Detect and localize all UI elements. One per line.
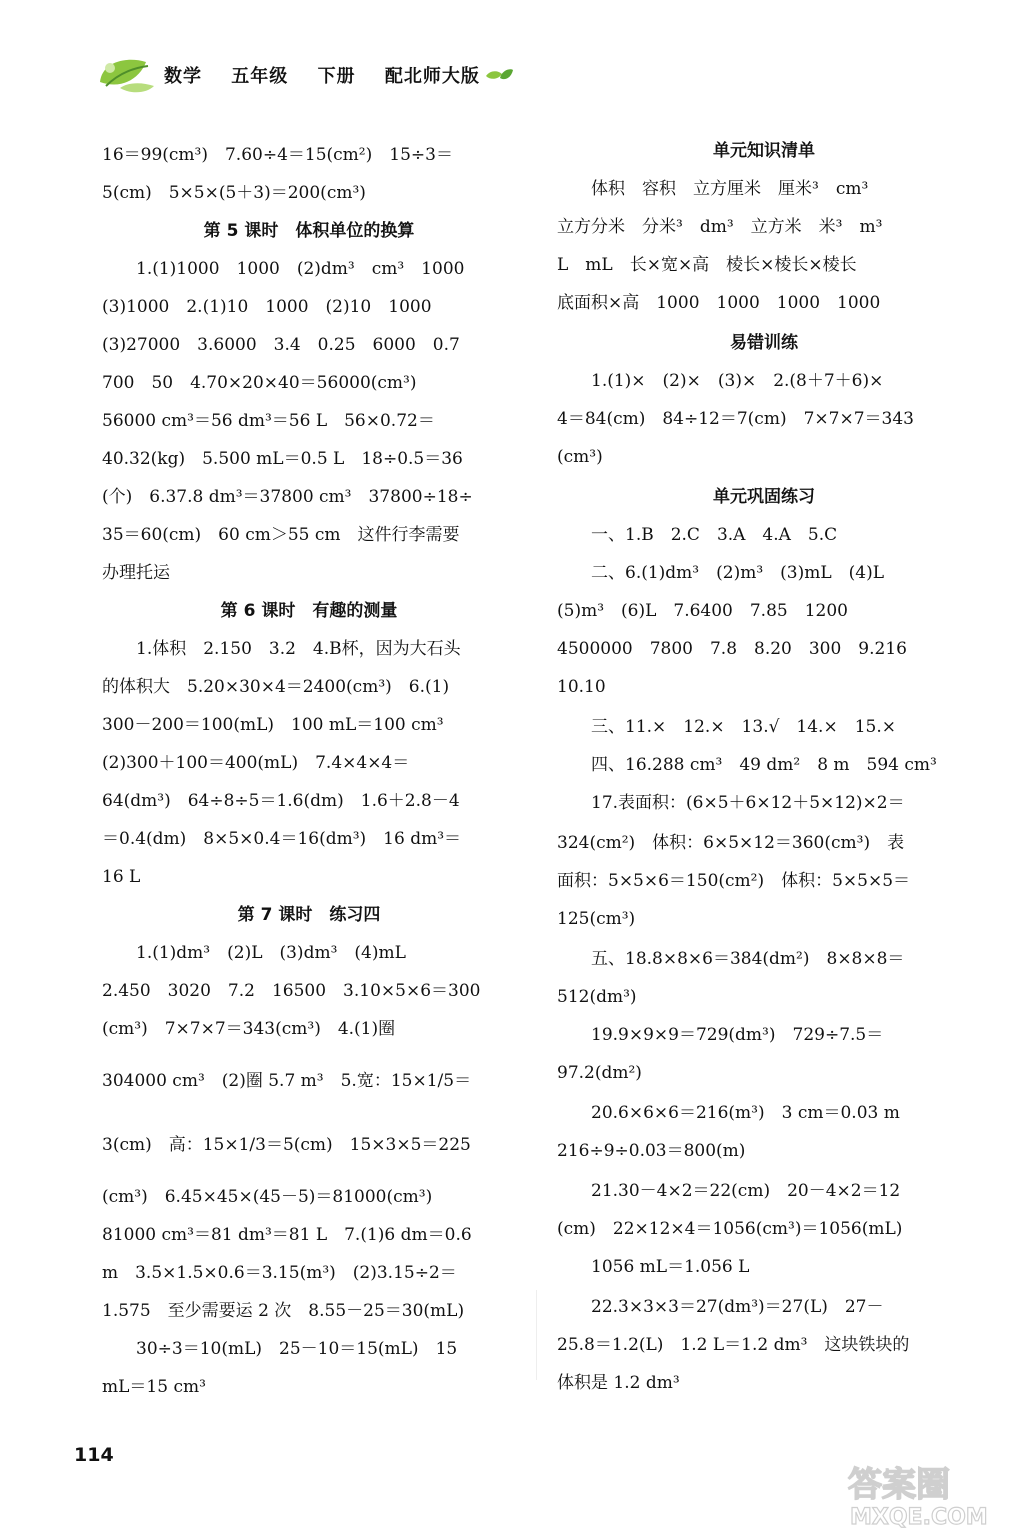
answer-line: 1.(1)× (2)× (3)× 2.(8＋7＋6)×	[591, 371, 884, 391]
answer-line: 2.450 3020 7.2 16500 3.10×5×6＝300	[102, 981, 481, 1001]
answer-line: 324(cm²) 体积：6×5×12＝360(cm³) 表	[557, 833, 905, 853]
answer-line: 125(cm³)	[557, 909, 636, 929]
answer-line: 64(dm³) 64÷8÷5＝1.6(dm) 1.6＋2.8－4	[102, 791, 460, 811]
answer-line: 16＝99(cm³) 7.60÷4＝15(cm²) 15÷3＝	[102, 145, 453, 165]
answer-line: 1.(1)dm³ (2)L (3)dm³ (4)mL	[136, 943, 406, 963]
answer-line: 30÷3＝10(mL) 25－10＝15(mL) 15	[136, 1339, 458, 1359]
answer-line: 体积 容积 立方厘米 厘米³ cm³	[591, 179, 869, 199]
section-title: 单元知识清单	[713, 141, 815, 161]
answer-line: 四、16.288 cm³ 49 dm² 8 m 594 cm³	[591, 755, 937, 775]
watermark-url: MXQE.COM	[850, 1505, 988, 1530]
page-number: 114	[74, 1444, 114, 1466]
answer-line: 300－200＝100(mL) 100 mL＝100 cm³	[102, 715, 444, 735]
answer-line: 1.(1)1000 1000 (2)dm³ cm³ 1000	[136, 259, 465, 279]
answer-line: 面积：5×5×6＝150(cm²) 体积：5×5×5＝	[557, 871, 911, 891]
answer-line: 三、11.× 12.× 13.√ 14.× 15.×	[591, 717, 896, 737]
answer-line: 一、1.B 2.C 3.A 4.A 5.C	[591, 525, 838, 545]
answer-line: 97.2(dm²)	[557, 1063, 642, 1083]
answer-line: 700 50 4.70×20×40＝56000(cm³)	[102, 373, 417, 393]
answer-line: 19.9×9×9＝729(dm³) 729÷7.5＝	[591, 1025, 884, 1045]
header-subject: 数学	[164, 66, 202, 87]
answer-line: (3)1000 2.(1)10 1000 (2)10 1000	[102, 297, 432, 317]
answer-line: 的体积大 5.20×30×4＝2400(cm³) 6.(1)	[102, 677, 450, 697]
header-term: 下册	[317, 66, 356, 87]
answer-line: mL＝15 cm³	[102, 1377, 206, 1397]
answer-line: 20.6×6×6＝216(m³) 3 cm＝0.03 m	[591, 1103, 900, 1123]
answer-line: 10.10	[557, 677, 606, 697]
answer-line: 81000 cm³＝81 dm³＝81 L 7.(1)6 dm＝0.6	[102, 1225, 472, 1245]
header-grade: 五年级	[231, 66, 289, 87]
section-title: 单元巩固练习	[713, 487, 815, 507]
answer-line: 512(dm³)	[557, 987, 637, 1007]
answer-line: (cm³) 6.45×45×(45－5)＝81000(cm³)	[102, 1187, 433, 1207]
answer-line: 22.3×3×3＝27(dm³)＝27(L) 27－	[591, 1297, 884, 1317]
answer-line: L mL 长×宽×高 棱长×棱长×棱长	[557, 255, 857, 275]
answer-line: 体积是 1.2 dm³	[557, 1373, 680, 1393]
answer-line: 五、18.8×8×6＝384(dm²) 8×8×8＝	[591, 949, 905, 969]
answer-line: 底面积×高 1000 1000 1000 1000	[557, 293, 881, 313]
answer-line: 16 L	[102, 867, 141, 887]
answer-line: (cm³) 7×7×7＝343(cm³) 4.(1)圈	[102, 1019, 396, 1039]
answer-line: 304000 cm³ (2)圈 5.7 m³ 5.宽：15×1/5＝	[102, 1071, 472, 1091]
section-title: 第 6 课时 有趣的测量	[220, 601, 398, 621]
answer-line: 4500000 7800 7.8 8.20 300 9.216	[557, 639, 907, 659]
answer-line: 35＝60(cm) 60 cm＞55 cm 这件行李需要	[102, 525, 460, 545]
section-title: 第 5 课时 体积单位的换算	[203, 221, 415, 241]
leaf-logo-icon	[96, 52, 158, 96]
leaf-decoration-icon	[484, 66, 514, 84]
answer-line: (cm) 22×12×4＝1056(cm³)＝1056(mL)	[557, 1219, 903, 1239]
answer-line: (cm³)	[557, 447, 603, 467]
answer-line: m 3.5×1.5×0.6＝3.15(m³) (2)3.15÷2＝	[102, 1263, 457, 1283]
answer-line: (2)300＋100＝400(mL) 7.4×4×4＝	[102, 753, 410, 773]
section-title: 易错训练	[730, 333, 798, 353]
page-header	[96, 52, 526, 96]
answer-line: 办理托运	[102, 563, 170, 583]
answer-line: 40.32(kg) 5.500 mL＝0.5 L 18÷0.5＝36	[102, 449, 463, 469]
watermark-logo	[842, 1456, 992, 1530]
answer-line: 216÷9÷0.03＝800(m)	[557, 1141, 746, 1161]
answer-line: (3)27000 3.6000 3.4 0.25 6000 0.7	[102, 335, 460, 355]
answer-line: 1.体积 2.150 3.2 4.B杯，因为大石头	[136, 639, 461, 659]
header-edition: 配北师大版	[384, 66, 480, 87]
answer-line: 1056 mL＝1.056 L	[591, 1257, 750, 1277]
answer-line: (个) 6.37.8 dm³＝37800 cm³ 37800÷18÷	[102, 487, 473, 507]
answer-line: 3(cm) 高：15×1/3＝5(cm) 15×3×5＝225	[102, 1135, 471, 1155]
answer-line: 1.575 至少需要运 2 次 8.55－25＝30(mL)	[102, 1301, 465, 1321]
answer-line: 56000 cm³＝56 dm³＝56 L 56×0.72＝	[102, 411, 435, 431]
answer-line: 立方分米 分米³ dm³ 立方米 米³ m³	[557, 217, 883, 237]
answer-line: (5)m³ (6)L 7.6400 7.85 1200	[557, 601, 848, 621]
answer-line: 25.8＝1.2(L) 1.2 L＝1.2 dm³ 这块铁块的	[557, 1335, 910, 1355]
answer-line: 17.表面积：(6×5＋6×12＋5×12)×2＝	[591, 793, 905, 813]
watermark-text: 答案圈	[848, 1465, 950, 1505]
header-title	[164, 62, 502, 88]
answer-line: 二、6.(1)dm³ (2)m³ (3)mL (4)L	[591, 563, 884, 583]
column-divider	[536, 1290, 537, 1380]
answer-line: 21.30－4×2＝22(cm) 20－4×2＝12	[591, 1181, 901, 1201]
answer-line: 4＝84(cm) 84÷12＝7(cm) 7×7×7＝343	[557, 409, 914, 429]
answer-line: ＝0.4(dm) 8×5×0.4＝16(dm³) 16 dm³＝	[102, 829, 462, 849]
section-title: 第 7 课时 练习四	[237, 905, 381, 925]
answer-line: 5(cm) 5×5×(5＋3)＝200(cm³)	[102, 183, 366, 203]
